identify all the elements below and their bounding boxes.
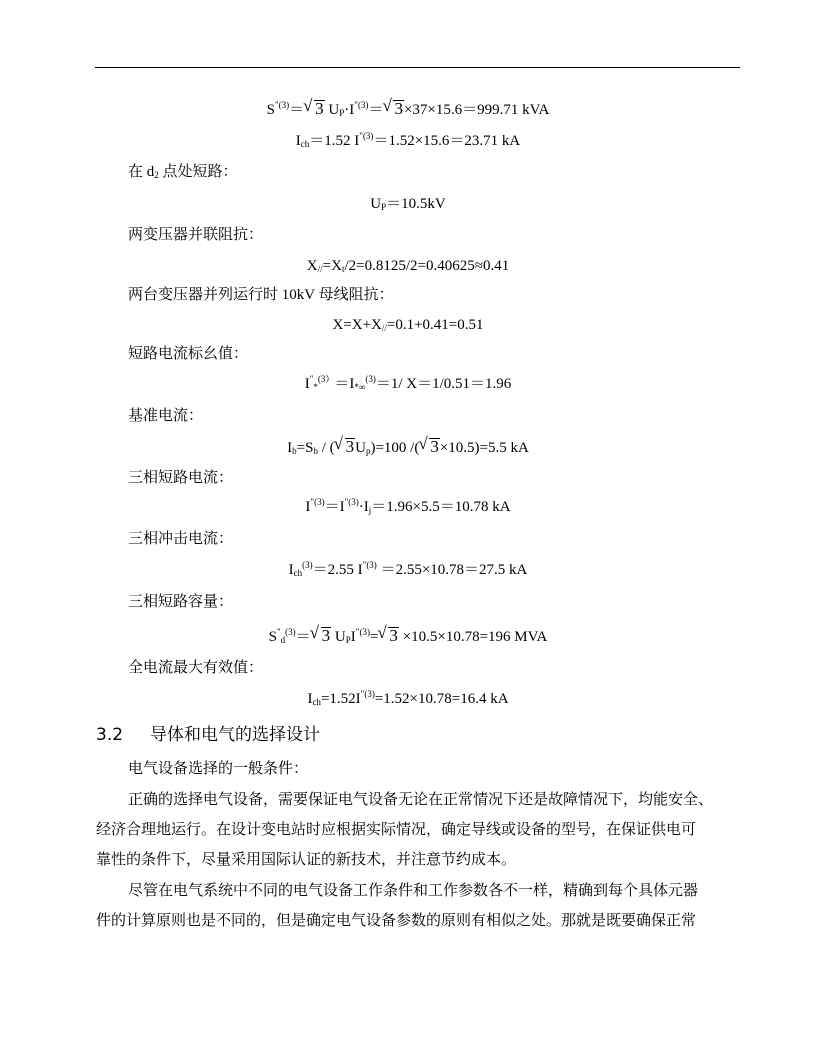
header-rule	[95, 67, 740, 68]
text-d2-short-circuit: 在 $d_2$ 点处短路：	[128, 164, 238, 180]
text-3ph-capacity: 三相短路容量：	[128, 594, 234, 610]
sqrt-symbol: √ 3	[321, 627, 332, 644]
body-paragraph-0: 电气设备选择的一般条件：	[128, 761, 309, 777]
formula-3ph-impulse: $I_{ch}^{(3)}=2.55$ $I^{"(3)} =2.55\times 10.78=27.5$ kA	[288, 560, 528, 578]
body-paragraph-1-line-3: 靠性的条件下，尽量采用国际认证的新技术，并注意节约成本。	[96, 852, 517, 868]
formula-base-current: $I_b=S_b$ / (√ $3U_p)=100$ /(√ 3×10.5)=5.5 kA	[0, 438, 816, 457]
sqrt-symbol: √ 3	[345, 438, 356, 455]
formula-3ph-current: $I^{"(3)}=I^{"(3)}\cdot I_j=1.96\times 5.5=10.78$ kA	[305, 497, 511, 515]
formula-short-circuit-capacity: $S^{"(3)}=√$ 3 $U_P\cdot I^{"(3)}=√$ 3×37×15.6＝999.71 kVA	[0, 100, 816, 119]
formula-3ph-capacity: $S^"_d^{(3)}=√$ 3 $U_PI^{"(3)}=√$ 3 ×10.5×10.78=196 MVA	[0, 627, 816, 646]
sqrt-symbol: √ 3	[314, 100, 325, 117]
text-bus-impedance: 两台变压器并列运行时 10kV 母线阻抗：	[128, 287, 394, 303]
formula-full-rms: $I_{ch}=1.52I^{"(3)}=1.52\times 10.78=16.4$ kA	[307, 689, 509, 707]
formula-voltage: $U_P=10.5kV$	[370, 196, 446, 212]
formula-bus-impedance: $X=X+X_{//}=0.1+0.41=0.51$	[332, 317, 484, 333]
text-base-current: 基准电流：	[128, 408, 204, 424]
text-full-rms: 全电流最大有效值：	[128, 660, 264, 676]
section-title: 导体和电气的选择设计	[150, 725, 320, 745]
text-3ph-impulse: 三相冲击电流：	[128, 531, 234, 547]
sqrt-symbol: √ 3	[388, 627, 399, 644]
section-number: 3.2	[96, 725, 124, 745]
body-paragraph-2-line-2: 件的计算原则也是不同的，但是确定电气设备参数的原则有相似之处。那就是既要确保正常	[96, 913, 697, 929]
text-3ph-current: 三相短路电流：	[128, 470, 234, 486]
text-parallel-impedance: 两变压器并联阻抗：	[128, 227, 264, 243]
section-heading	[96, 724, 320, 746]
body-paragraph-1-line-2: 经济合理地运行。在设计变电站时应根据实际情况，确定导线或设备的型号，在保证供电可	[96, 822, 697, 838]
formula-impulse-current-d1: $I_{ch}=1.52$ $I^{"(3)}=1.52\times 15.6=23.71$ kA	[295, 131, 521, 149]
formula-parallel-impedance: $X_{//}=X_t/2=0.8125/2=0.40625\approx 0.41$	[306, 258, 510, 274]
body-paragraph-2-line-1: 尽管在电气系统中不同的电气设备工作条件和工作参数各不一样，精确到每个具体元器	[128, 883, 699, 899]
formula-pu-current: $I^"_*^{(3)}=I_{*\infty}^{(3)}=1/$ X＝1/0.51＝1.96	[304, 374, 512, 392]
body-paragraph-1-line-1: 正确的选择电气设备，需要保证电气设备无论在正常情况下还是故障情况下，均能安全、	[128, 792, 714, 808]
text-pu-current: 短路电流标幺值：	[128, 346, 249, 362]
sqrt-symbol: √ 3	[393, 100, 404, 117]
sqrt-symbol: √ 3	[429, 438, 440, 455]
